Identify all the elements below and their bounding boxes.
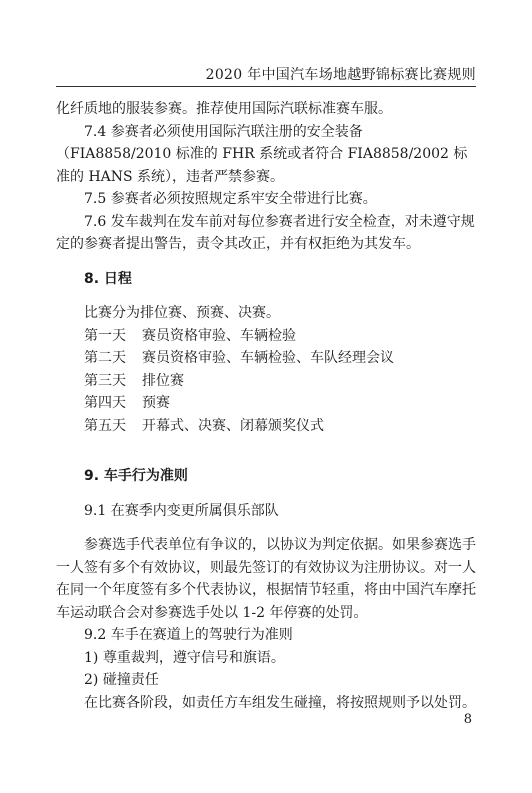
schedule-day-items: 赛员资格审验、车辆检验、车队经理会议 [142,350,394,366]
page-number: 8 [463,712,472,727]
list-item: 1) 尊重裁判，遵守信号和旗语。 [84,649,285,666]
page-content [56,98,476,714]
schedule-day-label: 第二天 [84,350,126,366]
spacer [56,522,476,534]
subsection-9-1-title: 9.1 在赛季内变更所属俱乐部队 [84,502,279,519]
schedule-day-items: 预赛 [142,395,170,411]
schedule-day-1 [56,325,476,348]
subsection-9-2-last: 在比赛各阶段，如责任方车组发生碰撞，将按照规则予以处罚。 [84,694,476,711]
spacer [56,437,476,465]
subsection-9-2-title: 9.2 车手在赛道上的驾驶行为准则 [84,627,293,643]
paragraph-7-4: 7.4 参赛者必须使用国际汽联注册的安全装备（FIA8858/2010 标准的 FHR 系统或者符合 FIA8858/2002 标准的 HANS 系统），违者严禁参赛。 [56,123,468,185]
schedule-day-label: 第一天 [84,327,126,344]
paragraph-clothing: 化纤质地的服装参赛。推荐使用国际汽联标准赛车服。 [56,101,392,117]
list-item: 2) 碰撞责任 [84,672,159,688]
section-heading-schedule: 8. 日程 [84,270,132,287]
schedule-day-4 [56,392,476,415]
schedule-day-items: 赛员资格审验、车辆检验 [142,327,296,344]
subsection-9-1-body: 参赛选手代表单位有争议的，以协议为判定依据。如果参赛选手一人签有多个有效协议，则最先签订的有效协议为注册协议。对一人在同一个年度签有多个代表协议，根据情节轻重，将由中国汽车摩托车运动联合会对参赛选手处以 1-2 年停赛的处罚。 [56,537,476,621]
section-heading-conduct: 9. 车手行为准则 [84,468,188,484]
schedule-intro: 比赛分为排位赛、预赛、决赛。 [84,305,280,321]
spacer [56,488,476,500]
header-title: 2020 年中国汽车场地越野锦标赛比赛规则 [205,67,476,83]
schedule-day-label: 第四天 [84,395,126,411]
schedule-day-items: 开幕式、决赛、闭幕颁奖仪式 [142,417,324,434]
schedule-day-items: 排位赛 [142,372,184,389]
header-rule [56,86,476,87]
schedule-day-2 [56,347,476,370]
schedule-day-5 [56,415,476,438]
schedule-day-label: 第三天 [84,372,126,389]
spacer [56,290,476,302]
spacer [56,256,476,268]
schedule-day-label: 第五天 [84,417,126,434]
schedule-day-3 [56,370,476,393]
paragraph-7-6: 7.6 发车裁判在发车前对每位参赛者进行安全检查，对未遵守规定的参赛者提出警告，责令其改正，并有权拒绝为其发车。 [56,213,475,252]
paragraph-7-5: 7.5 参赛者必须按照规定系牢安全带进行比赛。 [84,191,377,207]
